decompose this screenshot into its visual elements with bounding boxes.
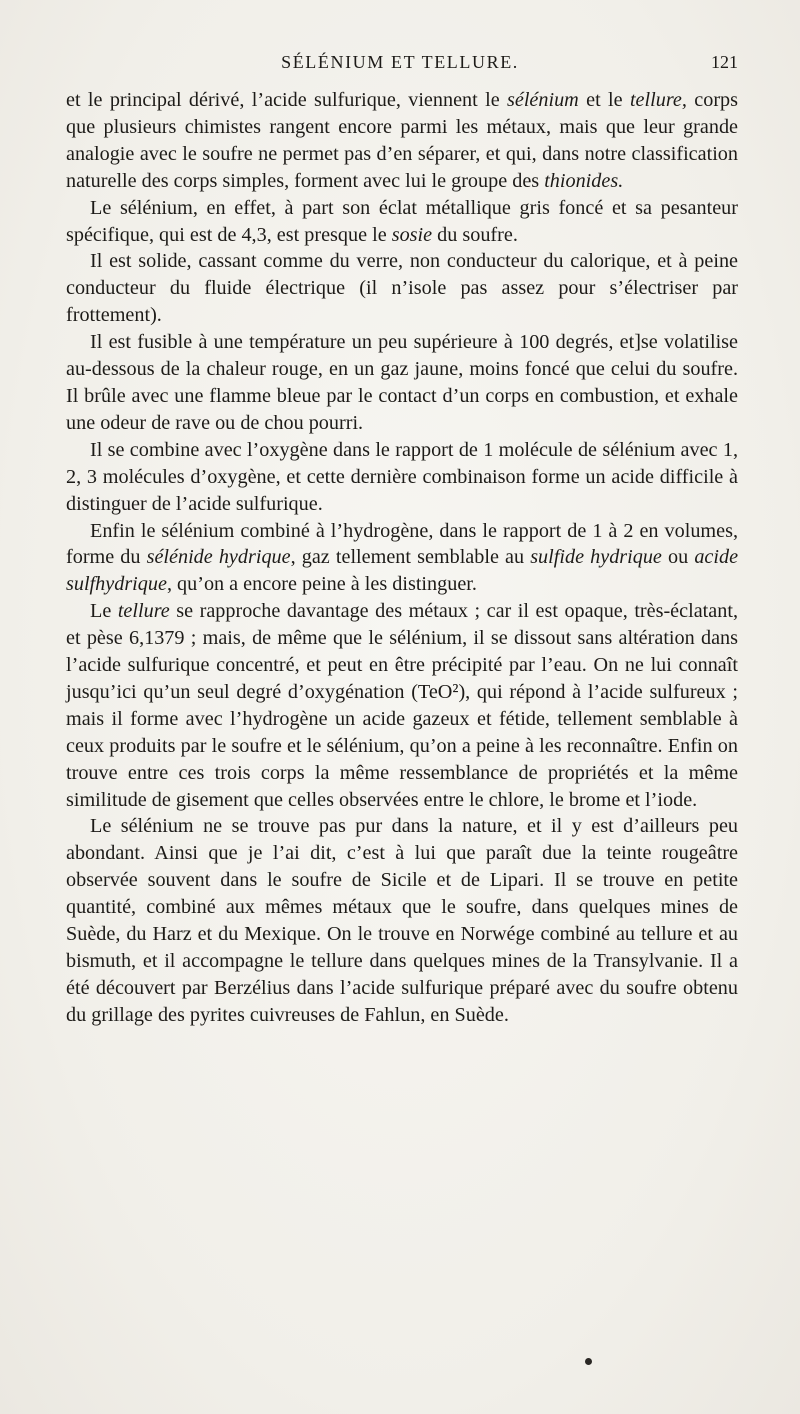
text-run: , gaz tellement semblable au (290, 546, 531, 569)
paragraph (66, 329, 738, 437)
paragraph (66, 813, 738, 1028)
text-run: Il est solide, cassant comme du verre, non conducteur du calorique, et à peine conducteur du fluide électrique (il n’isole pas assez pour s’électriser par frottement). (66, 250, 738, 327)
text-run: du soufre. (432, 223, 518, 246)
paragraph (66, 195, 738, 249)
text-run: ou (661, 546, 695, 569)
paragraph (66, 437, 738, 518)
ornament-dot (585, 1358, 592, 1365)
text-run: , qu’on a encore peine à les distinguer. (166, 573, 477, 596)
text-run: Enfin le sélénium combiné à l’hydrogène, dans le rapport de 1 à 2 en volumes, forme du (66, 519, 738, 569)
text-run: Le sélénium, en effet, à part son éclat métallique gris foncé et sa pesanteur spécifique, qui est de 4,3, est presque le (66, 196, 738, 246)
body-text (66, 87, 738, 1029)
paragraph (66, 87, 738, 195)
italic-term: tellure, (629, 89, 687, 111)
text-run: Il se combine avec l’oxygène dans le rapport de 1 molécule de sélénium avec 1, 2, 3 molécules d’oxygène, et cette dernière combinaison forme un acide difficile à distinguer de l’acide sulfurique. (66, 438, 738, 515)
page-number: 121 (711, 52, 738, 72)
italic-term: tellure (117, 600, 170, 623)
running-head: SÉLÉNIUM ET TELLURE. (281, 52, 519, 72)
italic-term: thionides. (544, 169, 624, 192)
italic-term: sulfide hydrique (530, 546, 662, 569)
text-run: et le principal dérivé, l’acide sulfurique, viennent le (66, 89, 507, 111)
paragraph (66, 248, 738, 329)
paragraph (66, 518, 738, 599)
italic-term: acide sulfhydrique (66, 546, 739, 596)
text-run: et le (578, 89, 630, 111)
page-header (62, 50, 738, 80)
italic-term: sélénium (507, 89, 579, 111)
text-run: Il est fusible à une température un peu supérieure à 100 degrés, et]se volatilise au-dessous de la chaleur rouge, en un gaz jaune, moins foncé que celui du soufre. Il brûle avec une flamme bleue par le contact d’un corps en combustion, et exhale une odeur de rave ou de chou pourri. (66, 331, 738, 434)
italic-term: sélénide hydrique (146, 546, 291, 569)
text-run: corps que plusieurs chimistes rangent encore parmi les métaux, mais que leur grande analogie avec le soufre ne permet pas d’en séparer, et qui, dans notre classification naturelle des corps simples, forment avec lui le groupe des (66, 89, 739, 192)
text-run: Le sélénium ne se trouve pas pur dans la nature, et il y est d’ailleurs peu abondant. Ainsi que je l’ai dit, c’est à lui que paraît due la teinte rougeâtre observée souvent dans le soufre de Sicile et de Lipari. Il se trouve en petite quantité, combiné aux mêmes métaux que le soufre, dans quelques mines de Suède, du Harz et du Mexique. On le trouve en Norwége combiné au tellure et au bismuth, et il accompagne le tellure dans quelques mines de la Transylvanie. Il a été découvert par Berzélius dans l’acide sulfurique préparé avec du soufre obtenu du grillage des pyrites cuivreuses de Fahlun, en Suède. (66, 815, 738, 1026)
text-run: se rapproche davantage des métaux ; car il est opaque, très-éclatant, et pèse 6,1379 ; mais, de même que le sélénium, il se dissout sans altération dans l’acide sulfurique concentré, et peut en être précipité par l’eau. On ne lui connaît jusqu’ici qu’un seul degré d’oxygénation (TeO²), qui répond à l’acide sulfureux ; mais il forme avec l’hydrogène un acide gazeux et fétide, tellement semblable à ceux produits par le soufre et le sélénium, qu’on a peine à les reconnaître. Enfin on trouve entre ces trois corps la même ressemblance de propriétés et la même similitude de gisement que celles observées entre le chlore, le brome et l’iode. (66, 600, 738, 811)
paragraph (66, 598, 738, 813)
italic-term: sosie (391, 223, 433, 246)
text-run: Le (90, 600, 118, 623)
